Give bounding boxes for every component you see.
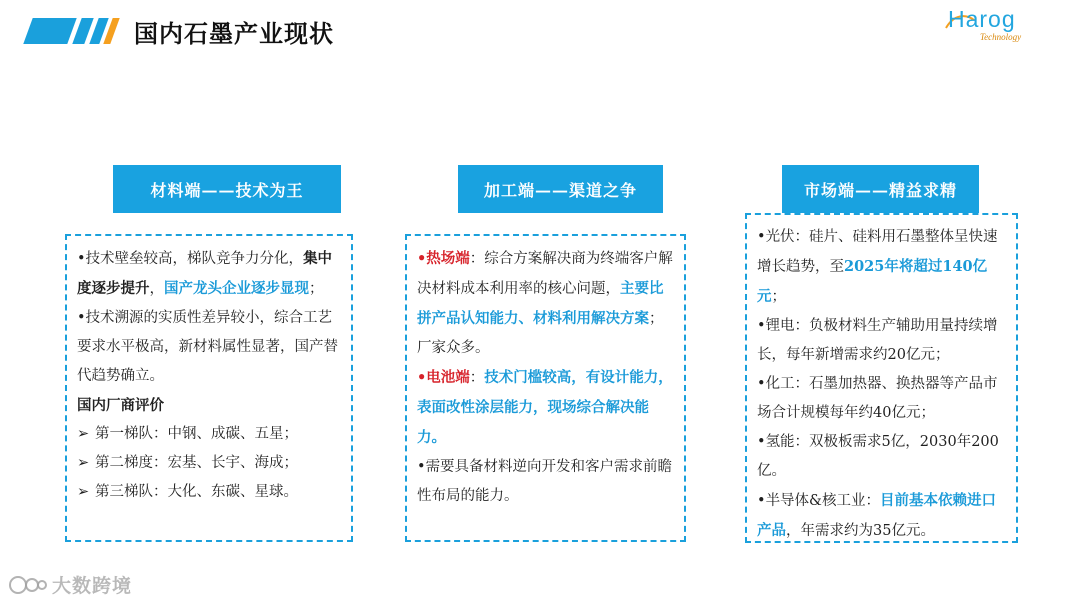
materials-content-box	[65, 234, 353, 542]
domestic-vendors-heading: 国内厂商评价	[77, 397, 164, 414]
arrow-right-icon: ➢	[77, 426, 90, 442]
tier-2: ➢ 第二梯度：宏基、长宇、海成；	[77, 449, 341, 478]
column-header-materials: 材料端——技术为王	[113, 165, 341, 213]
logo-subtitle: Technology	[980, 32, 1022, 42]
materials-point-2: •技术溯源的实质性差异较小，综合工艺要求水平极高，新材料属性显著，国产替代趋势确立。	[77, 310, 338, 384]
column-header-market: 市场端——精益求精	[782, 165, 979, 213]
arrow-right-icon: ➢	[77, 484, 90, 500]
tier-1: ➢ 第一梯队：中钢、成碳、五星；	[77, 420, 341, 449]
logo-word: Harog	[948, 6, 1016, 32]
market-point-hydrogen: •氢能：双极板需求5亿，2030年200亿。	[757, 434, 999, 479]
watermark-logo-icon	[8, 573, 48, 597]
page-title: 国内石墨产业现状	[134, 20, 334, 48]
tier-3: ➢ 第三梯队：大化、东碳、星球。	[77, 478, 341, 507]
watermark-text: 大数跨境	[52, 575, 133, 597]
company-logo	[944, 6, 1044, 42]
title-decoration-bars	[22, 18, 114, 44]
processing-point-thermal: •热场端：综合方案解决商为终端客户解决材料成本利用率的核心问题，主要比拼产品认知能力、材料利用解决方案；厂家众多。	[417, 250, 673, 356]
processing-content-box	[405, 234, 686, 542]
materials-point-1: •技术壁垒较高，梯队竞争力分化，集中度逐步提升，国产龙头企业逐步显现；	[77, 250, 333, 297]
market-point-pv: •光伏：硅片、硅料用石墨整体呈快速增长趋势，至2025年将超过140亿元；	[757, 229, 998, 305]
market-point-lithium: •锂电：负极材料生产辅助用量持续增长，每年新增需求约20亿元；	[757, 318, 998, 363]
processing-point-capability: •需要具备材料逆向开发和客户需求前瞻性布局的能力。	[417, 459, 673, 504]
arrow-right-icon: ➢	[77, 455, 90, 471]
market-content-box	[745, 213, 1018, 543]
processing-point-battery: •电池端：技术门槛较高，有设计能力，表面改性涂层能力，现场综合解决能力。	[417, 369, 673, 446]
market-point-semiconductor: •半导体&核工业：目前基本依赖进口产品，年需求约为35亿元。	[757, 492, 996, 539]
market-point-chemical: •化工：石墨加热器、换热器等产品市场合计规模每年约40亿元；	[757, 376, 998, 421]
watermark	[8, 571, 132, 598]
column-header-processing: 加工端——渠道之争	[458, 165, 663, 213]
